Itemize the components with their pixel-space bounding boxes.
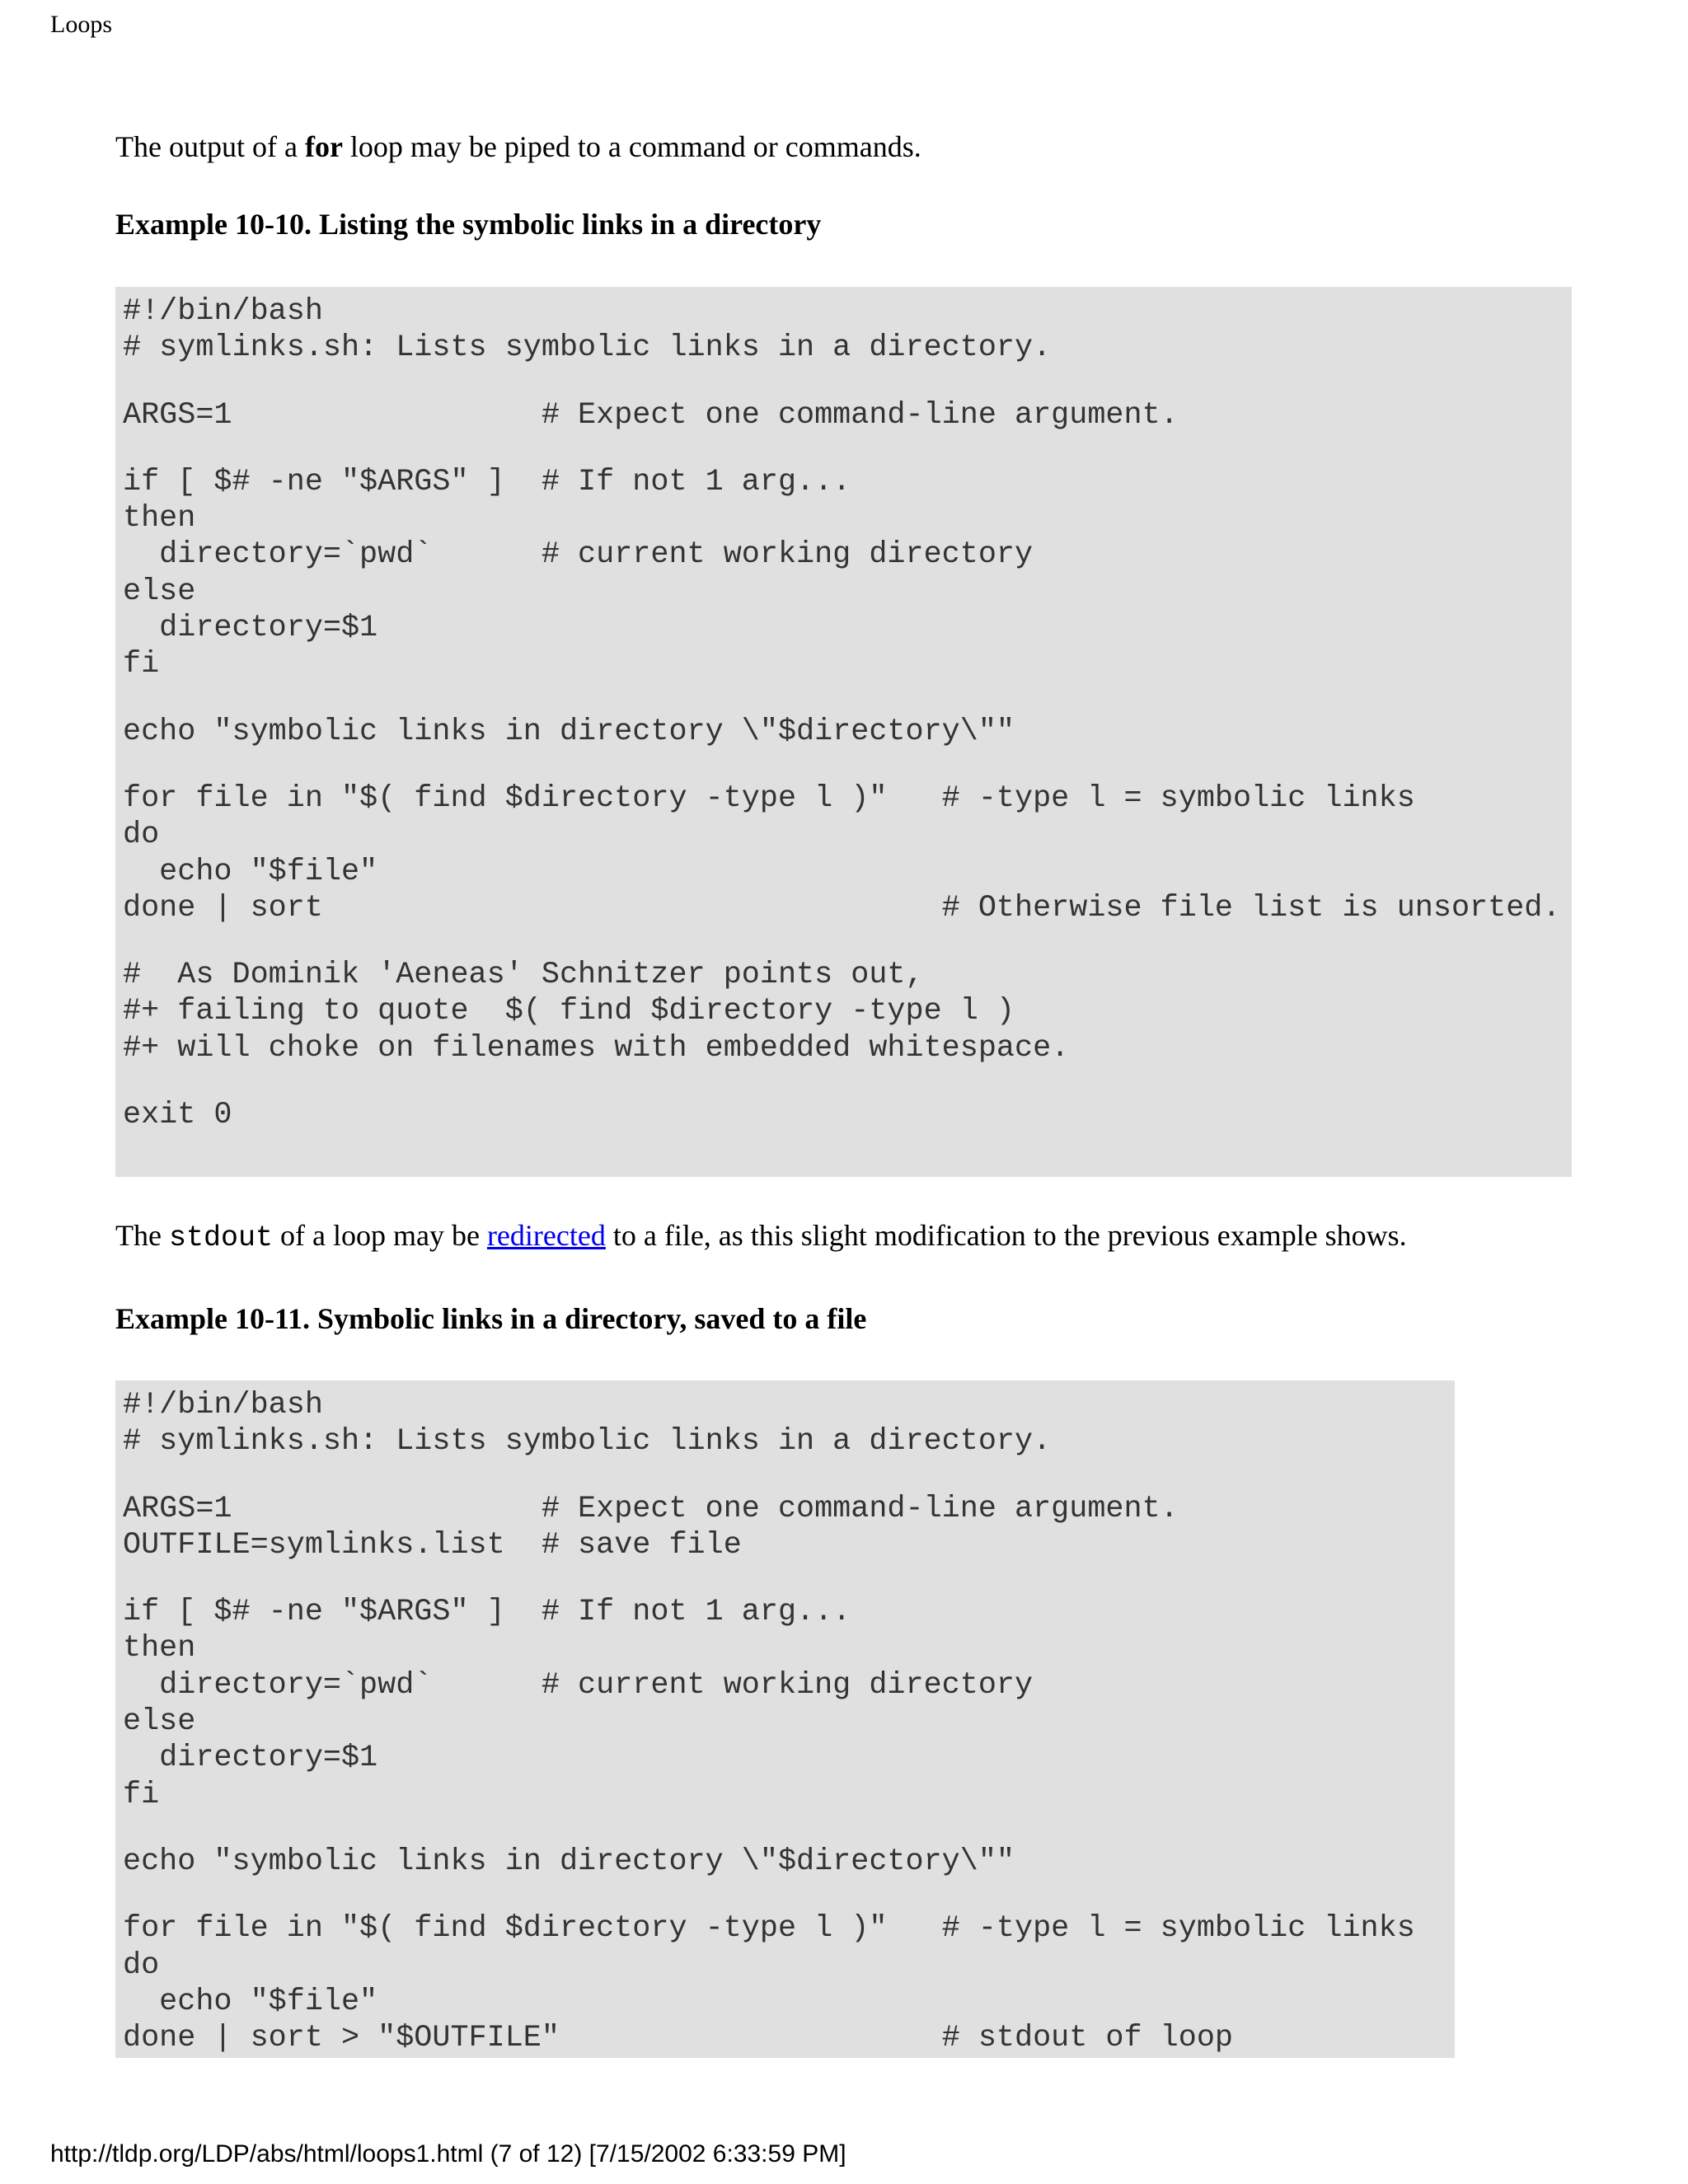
example-10-11-title: Example 10-11. Symbolic links in a directory, saved to a file (115, 1302, 867, 1335)
code-line: echo "$file" (123, 1984, 378, 2019)
code-line: #!/bin/bash (123, 294, 323, 329)
code-line: if [ $# -ne "$ARGS" ] # If not 1 arg... (123, 1595, 851, 1630)
code-blank-line (123, 367, 1572, 397)
code-line: #!/bin/bash (123, 1388, 323, 1422)
paragraph-stdout-redirect (115, 1217, 1407, 1256)
code-blank-line (123, 1460, 1455, 1491)
para1-after: loop may be piped to a command or commands. (342, 130, 921, 163)
code-line: # symlinks.sh: Lists symbolic links in a directory. (123, 1424, 1052, 1460)
para2-inline-code-stdout: stdout (168, 1221, 273, 1254)
para2-before: The (115, 1219, 169, 1252)
code-blank-line (123, 434, 1572, 464)
code-line: else (123, 1704, 196, 1740)
footer-url: http://tldp.org/LDP/abs/html/loops1.html (7 of 12) [7/15/2002 6:33:59 PM] (50, 2140, 846, 2168)
code-line: do (123, 818, 160, 853)
code-line: # As Dominik 'Aeneas' Schnitzer points out, (123, 958, 924, 993)
code-blank-line (123, 683, 1572, 714)
code-line: #+ failing to quote $( find $directory -type l ) (123, 994, 1015, 1029)
code-line: ARGS=1 # Expect one command-line argument. (123, 1491, 1179, 1526)
code-blank-line (123, 1880, 1455, 1910)
example-10-10-code-block (115, 287, 1572, 1177)
para2-after: to a file, as this slight modification to the previous example shows. (605, 1219, 1407, 1252)
code-line: if [ $# -ne "$ARGS" ] # If not 1 arg... (123, 464, 851, 499)
code-blank-line (123, 1813, 1455, 1844)
code-line: echo "$file" (123, 854, 378, 889)
code-line: do (123, 1947, 160, 1983)
code-line: #+ will choke on filenames with embedded whitespace. (123, 1030, 1070, 1066)
example-10-11-code (123, 1387, 1455, 2056)
para2-middle: of a loop may be (273, 1219, 487, 1252)
code-line: then (123, 501, 196, 537)
code-line: # symlinks.sh: Lists symbolic links in a directory. (123, 330, 1052, 366)
code-blank-line (123, 750, 1572, 780)
code-blank-line (123, 1066, 1572, 1097)
code-line: for file in "$( find $directory -type l )" # -type l = symbolic links (123, 1911, 1415, 1947)
para1-before: The output of a (115, 130, 305, 163)
code-line: exit 0 (123, 1098, 232, 1133)
page-header-title: Loops (50, 11, 112, 38)
paragraph-for-loop-piped (115, 129, 921, 165)
code-line: directory=`pwd` # current working directory (123, 537, 1034, 573)
code-line: for file in "$( find $directory -type l )" # -type l = symbolic links (123, 780, 1415, 816)
code-blank-line (123, 1563, 1455, 1594)
code-line: directory=$1 (123, 1741, 378, 1776)
code-blank-line (123, 926, 1572, 957)
code-line: ARGS=1 # Expect one command-line argument. (123, 397, 1179, 433)
redirected-link[interactable]: redirected (486, 1219, 606, 1252)
example-10-10-code (123, 293, 1572, 1133)
code-line: fi (123, 1777, 160, 1812)
para1-bold-for: for (304, 130, 343, 163)
example-10-11-code-block (115, 1380, 1455, 2058)
code-line: directory=`pwd` # current working directory (123, 1667, 1034, 1703)
code-line: echo "symbolic links in directory \"$directory\"" (123, 1844, 1015, 1879)
code-line: echo "symbolic links in directory \"$directory\"" (123, 714, 1015, 749)
code-line: fi (123, 647, 160, 682)
code-line: directory=$1 (123, 611, 378, 646)
code-line: then (123, 1631, 196, 1666)
code-line: else (123, 574, 196, 609)
code-line: done | sort # Otherwise file list is unsorted. (123, 890, 1561, 926)
example-10-10-title: Example 10-10. Listing the symbolic links in a directory (115, 208, 822, 241)
code-line: OUTFILE=symlinks.list # save file (123, 1527, 742, 1563)
code-line: done | sort > "$OUTFILE" # stdout of loop (123, 2021, 1233, 2056)
